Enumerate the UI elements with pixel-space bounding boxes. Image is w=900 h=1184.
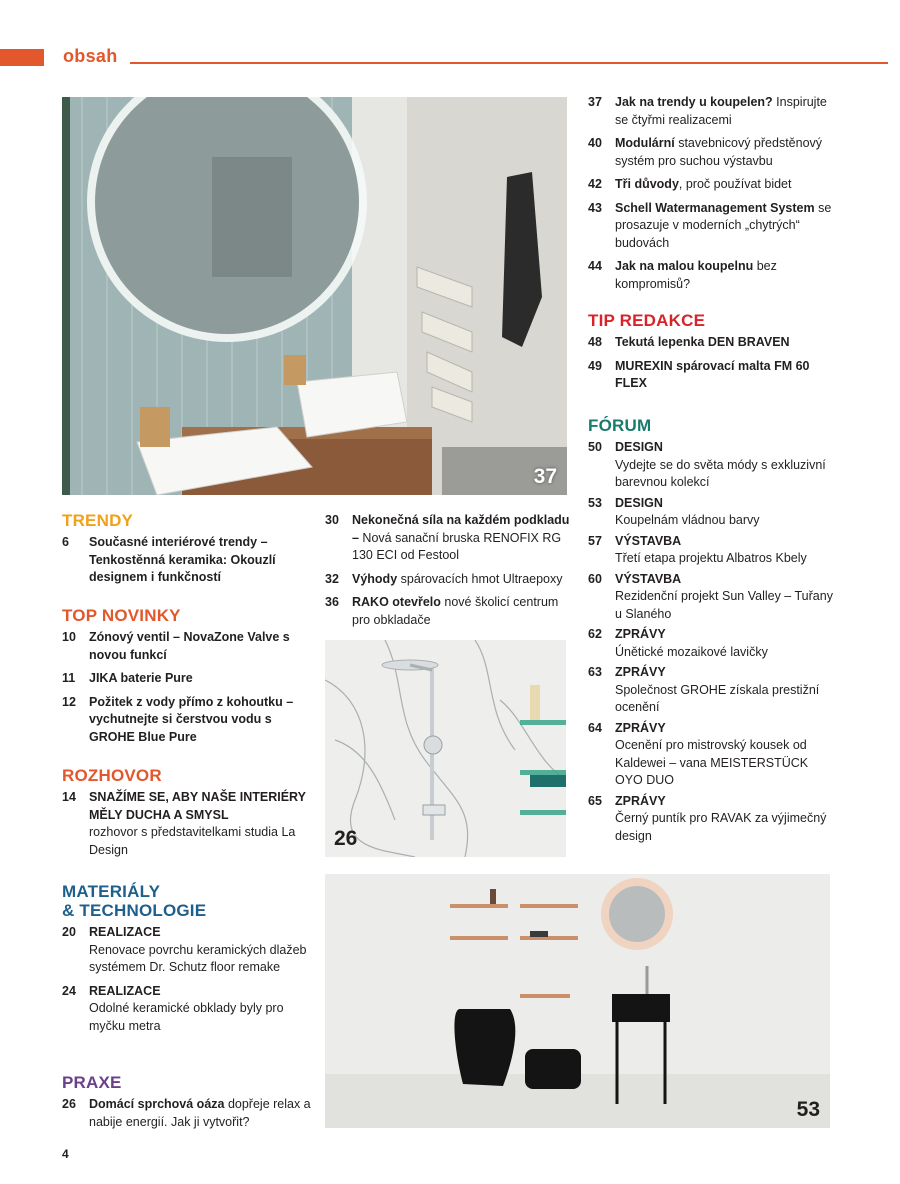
photo-page-number: 26 <box>334 827 358 850</box>
toc-entry[interactable] <box>588 358 833 393</box>
entry-description: Třetí etapa projektu Albatros Kbely <box>615 551 807 565</box>
entry-title: Jak na trendy u koupelen? <box>615 95 773 109</box>
toc-entry[interactable] <box>588 793 838 846</box>
entry-title: REALIZACE <box>89 925 161 939</box>
section-trendy <box>62 511 312 593</box>
entry-page: 26 <box>62 1097 76 1111</box>
toc-entry[interactable] <box>325 594 570 629</box>
entry-page: 14 <box>62 790 76 804</box>
toc-entry[interactable] <box>62 1096 312 1131</box>
entry-description: Ocenění pro mistrovský kousek od Kaldewei – vana MEISTERSTÜCK OYO DUO <box>615 738 809 787</box>
entry-title: VÝSTAVBA <box>615 533 682 548</box>
entry-page: 30 <box>325 513 339 527</box>
entry-title: VÝSTAVBA <box>615 571 682 586</box>
photo-page-number: 37 <box>533 465 557 488</box>
entry-page: 11 <box>62 671 76 685</box>
black-ceramics-illustration <box>325 874 830 1128</box>
toc-entry[interactable] <box>62 924 312 977</box>
entry-description: se prosazuje v moderních „chytrých“ budovách <box>615 200 832 250</box>
section-heading: PRAXE <box>62 1073 122 1092</box>
header-rule <box>130 62 888 64</box>
section-heading: TIP REDAKCE <box>588 311 706 330</box>
entry-description: bez kompromisů? <box>615 259 777 291</box>
entry-title: DESIGN <box>615 440 663 454</box>
toc-entry[interactable] <box>588 94 833 129</box>
entry-page: 40 <box>588 136 602 150</box>
photo-bathroom-mirror <box>62 97 567 495</box>
marble-shower-illustration <box>325 640 566 857</box>
entry-title: Jak na malou koupelnu <box>615 259 754 273</box>
toc-entry[interactable] <box>588 135 833 170</box>
toc-entry[interactable] <box>325 571 570 589</box>
toc-entry[interactable] <box>588 626 838 661</box>
section-heading-line: MATERIÁLY <box>62 882 161 901</box>
toc-entry[interactable] <box>62 534 312 587</box>
entry-description: Nová sanační bruska RENOFIX RG 130 ECI od Festool <box>352 530 562 562</box>
toc-entry[interactable] <box>588 258 833 293</box>
entry-page: 50 <box>588 440 602 454</box>
entry-page: 53 <box>588 495 602 510</box>
bathroom-mirror-illustration <box>62 97 567 495</box>
entry-page: 65 <box>588 793 602 808</box>
entry-page: 12 <box>62 694 76 709</box>
header-accent-bar <box>0 49 44 66</box>
entry-title: Požitek z vody přímo z kohoutku – vychutnejte si čerstvou vodu s GROHE Blue Pure <box>89 694 294 744</box>
entry-title: ZPRÁVY <box>615 665 666 679</box>
entry-page: 57 <box>588 533 602 548</box>
entry-description: dopřeje relax a nabije energií. Jak ji vytvořit? <box>89 1097 311 1129</box>
toc-entry[interactable] <box>588 334 833 352</box>
entry-description: Renovace povrchu keramických dlažeb systémem Dr. Schutz floor remake <box>89 942 307 974</box>
toc-entry[interactable] <box>62 694 312 747</box>
entry-page: 10 <box>62 630 76 644</box>
section-heading: ROZHOVOR <box>62 766 162 785</box>
entry-title: ZPRÁVY <box>615 793 666 808</box>
entry-page: 64 <box>588 720 602 735</box>
section-tip-redakce <box>588 311 833 399</box>
section-heading: TRENDY <box>62 511 134 530</box>
entry-description: , proč používat bidet <box>678 177 792 191</box>
toc-entry[interactable] <box>588 200 833 253</box>
photo-marble-shower <box>325 640 566 857</box>
entry-description: rozhovor s představitelkami studia La Design <box>89 825 296 857</box>
entry-page: 6 <box>62 535 69 549</box>
entry-description: Koupelnám vládnou barvy <box>615 513 760 527</box>
section-middle <box>325 512 570 635</box>
entry-title: ZPRÁVY <box>615 720 666 735</box>
entry-description: spárovacích hmot Ultraepoxy <box>397 571 563 586</box>
entry-title: Výhody <box>352 571 398 586</box>
entry-page: 49 <box>588 358 602 373</box>
entry-page: 44 <box>588 259 602 273</box>
toc-entry[interactable] <box>62 629 312 664</box>
entry-title: Nekonečná síla na každém podkladu – <box>352 513 570 545</box>
section-heading <box>62 882 312 920</box>
toc-entry[interactable] <box>62 670 312 688</box>
entry-page: 37 <box>588 95 602 109</box>
entry-title: Současné interiérové trendy – Tenkostěnná keramika: Okouzlí designem i funkčností <box>89 535 276 584</box>
section-top-novinky <box>62 606 312 752</box>
entry-page: 36 <box>325 595 339 609</box>
entry-description: Vydejte se do světa módy s exkluzivní barevnou kolekcí <box>615 457 826 489</box>
entry-description: Společnost GROHE získala prestižní ocenění <box>615 682 820 714</box>
entry-title: DESIGN <box>615 495 663 510</box>
photo-page-number: 53 <box>796 1098 820 1121</box>
section-forum <box>588 416 838 848</box>
entry-title: Tekutá lepenka DEN BRAVEN <box>615 335 790 349</box>
photo-black-ceramics <box>325 874 830 1128</box>
entry-title: MUREXIN spárovací malta FM 60 FLEX <box>615 358 810 390</box>
entry-title: Domácí sprchová oáza <box>89 1097 225 1111</box>
entry-description: Inspirujte se čtyřmi realizacemi <box>615 95 827 127</box>
entry-page: 24 <box>62 983 76 998</box>
toc-entry[interactable] <box>62 789 312 859</box>
entry-title: Schell Watermanagement System <box>615 200 815 215</box>
entry-page: 20 <box>62 925 76 939</box>
entry-description: stavebnicový předstěnový systém pro suchou výstavbu <box>615 136 823 168</box>
entry-description: Rezidenční projekt Sun Valley – Tuřany u Slaného <box>615 589 833 621</box>
toc-entry[interactable] <box>588 720 838 790</box>
toc-entry[interactable] <box>588 176 833 194</box>
entry-description: nové školicí centrum pro obkladače <box>352 595 559 627</box>
entry-page: 42 <box>588 177 602 191</box>
page-title: obsah <box>63 46 118 66</box>
toc-entry[interactable] <box>588 664 838 717</box>
entry-page: 48 <box>588 335 602 349</box>
section-right-top <box>588 94 833 299</box>
entry-title: Zónový ventil – NovaZone Valve s novou funkcí <box>89 630 290 662</box>
entry-title: Tři důvody <box>615 177 679 191</box>
page-number: 4 <box>62 1147 69 1161</box>
entry-page: 60 <box>588 571 602 586</box>
toc-entry[interactable] <box>588 439 838 492</box>
entry-title: REALIZACE <box>89 983 161 998</box>
section-materialy <box>62 882 312 1041</box>
section-heading-line: & TECHNOLOGIE <box>62 901 207 920</box>
entry-page: 32 <box>325 571 339 586</box>
entry-title: Modulární <box>615 136 675 150</box>
toc-entry[interactable] <box>588 495 838 530</box>
entry-title: RAKO otevřelo <box>352 595 441 609</box>
section-heading: TOP NOVINKY <box>62 606 181 625</box>
toc-entry[interactable] <box>325 512 570 565</box>
entry-description: Únětické mozaikové lavičky <box>615 644 768 659</box>
entry-title: SNAŽÍME SE, ABY NAŠE INTERIÉRY MĚLY DUCHA A SMYSL <box>89 790 306 822</box>
entry-title: ZPRÁVY <box>615 627 666 641</box>
toc-entry[interactable] <box>62 983 312 1036</box>
toc-entry[interactable] <box>588 571 838 624</box>
entry-page: 43 <box>588 200 602 215</box>
section-praxe <box>62 1073 312 1137</box>
entry-page: 63 <box>588 665 602 679</box>
entry-page: 62 <box>588 627 602 641</box>
entry-description: Odolné keramické obklady byly pro myčku metra <box>89 1001 284 1033</box>
entry-title: JIKA baterie Pure <box>89 671 193 685</box>
entry-description: Černý puntík pro RAVAK za výjimečný design <box>615 811 827 843</box>
section-heading: FÓRUM <box>588 416 652 435</box>
section-rozhovor <box>62 766 312 865</box>
toc-entry[interactable] <box>588 533 838 568</box>
